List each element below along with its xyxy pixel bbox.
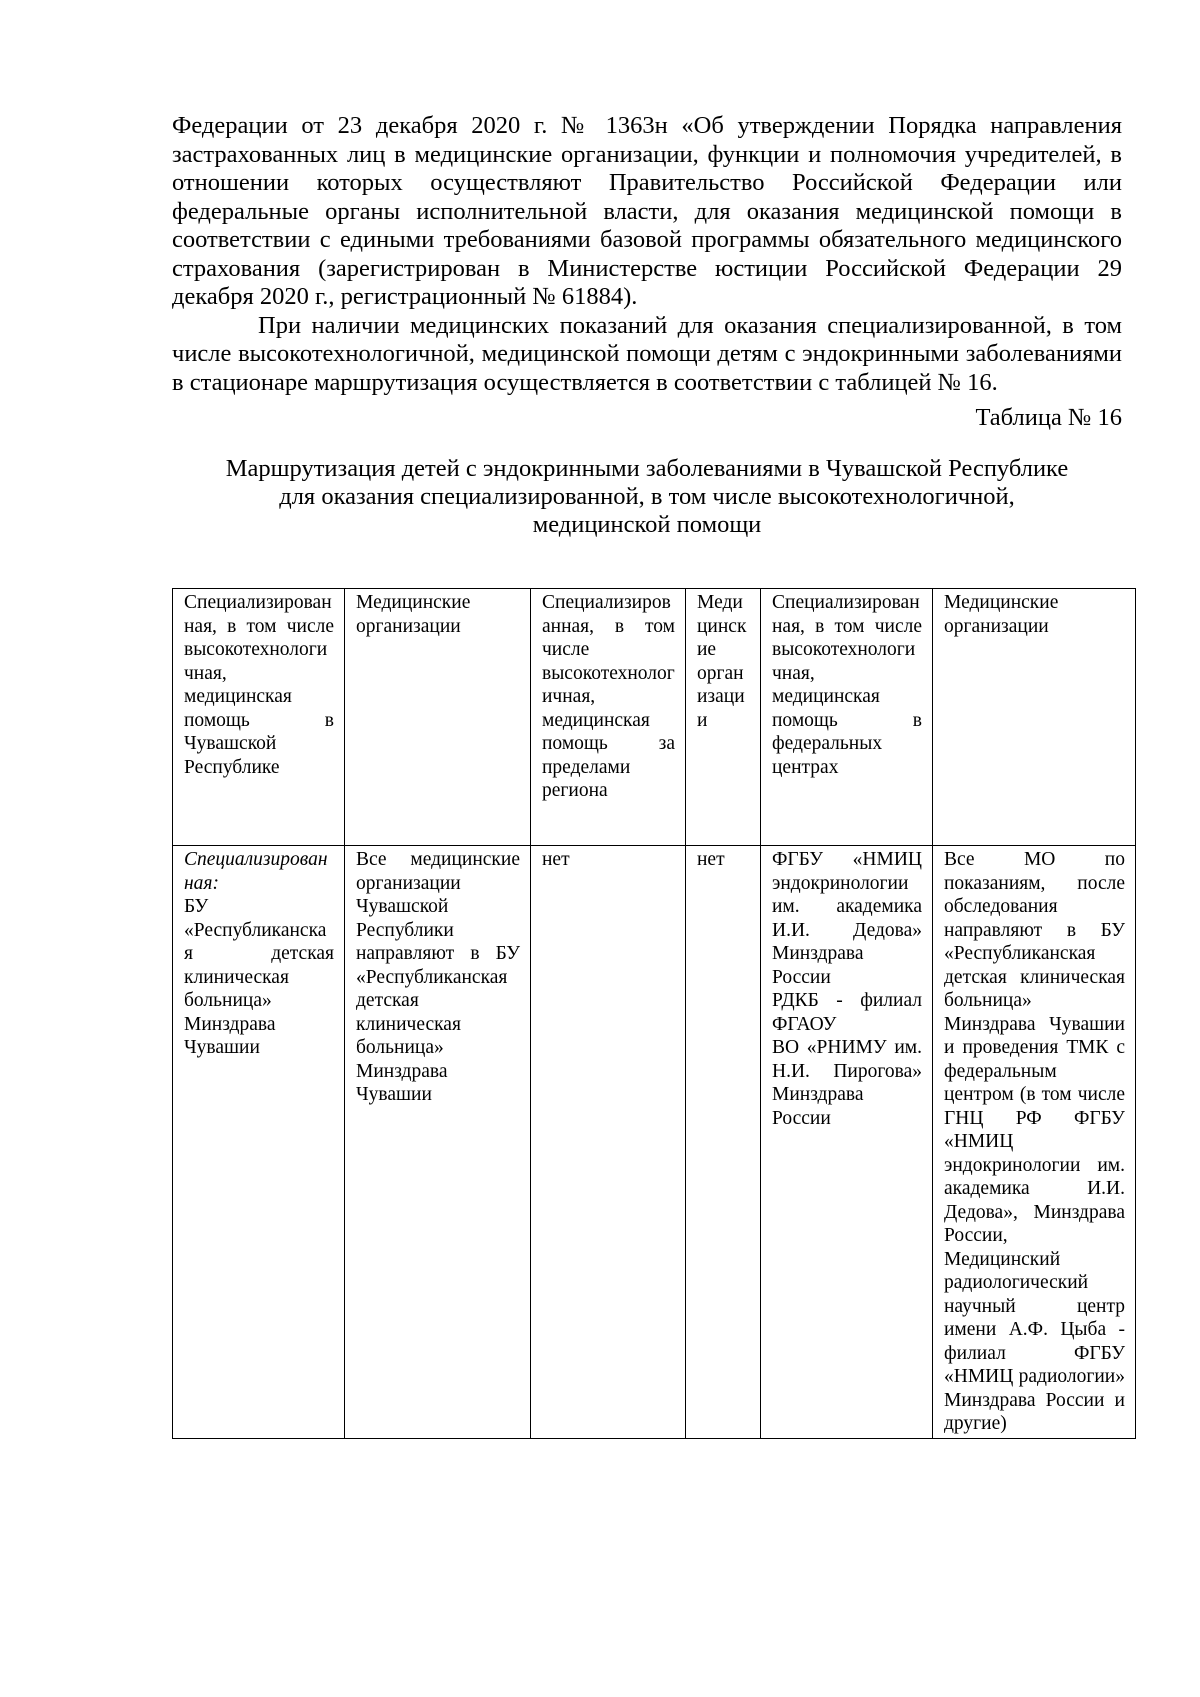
regional-orgs-cell: Все медицинские организации Чувашской Республики направляют в БУ «Республиканская детская клиническая больница» Минздрава Чувашии	[345, 846, 531, 1439]
header-cell: Медицинские организации	[933, 589, 1136, 846]
federal-center-3: ВО «РНИМУ им. Н.И. Пирогова» Минздрава России	[772, 1037, 922, 1129]
header-cell: Специализированная, в том числе высокотехнологичная, медицинская помощь в федеральных центрах	[761, 589, 933, 846]
caption-line-3: медицинской помощи	[532, 511, 762, 538]
header-cell: Медицинские организации	[345, 589, 531, 846]
header-cell: Специализированная, в том числе высокотехнологичная, медицинская помощь в Чувашской Республике	[173, 589, 345, 846]
regional-care-text: БУ «Республиканская детская клиническая больница» Минздрава Чувашии	[184, 896, 334, 1058]
routing-table	[172, 588, 1136, 1439]
table-row	[173, 846, 1136, 1439]
regional-care-cell	[173, 846, 345, 1439]
table-header-row	[173, 589, 1136, 846]
caption-line-1: Маршрутизация детей с эндокринными заболеваниями в Чувашской Республике	[225, 455, 1069, 482]
federal-center-2: РДКБ - филиал ФГАОУ	[772, 990, 922, 1035]
routing-paragraph: При наличии медицинских показаний для оказания специализированной, в том числе высокотехнологичной, медицинской помощи детям с эндокринными заболеваниями в стационаре маршрутизация осуществляется в соответствии с таблицей № 16.	[172, 311, 1122, 396]
caption-line-2: для оказания специализированной, в том числе высокотехнологичной,	[279, 483, 1015, 510]
federal-orgs-cell: Все МО по показаниям, после обследования направляют в БУ «Республиканская детская клиническая больница» Минздрава Чувашии и проведения ТМК с федеральным центром (в том числе ГНЦ РФ ФГБУ «НМИЦ эндокринологии им. академика И.И. Дедова», Минздрава России, Медицинский радиологический научный центр имени А.Ф. Цыба - филиал ФГБУ «НМИЦ радиологии» Минздрава России и другие)	[933, 846, 1136, 1439]
regional-care-label: Специализированная:	[184, 849, 328, 894]
out-of-region-care-cell: нет	[531, 846, 686, 1439]
document-page	[172, 112, 1122, 539]
out-of-region-orgs-cell: нет	[686, 846, 761, 1439]
table-caption	[172, 455, 1122, 539]
header-cell: Специализированная, в том числе высокотехнологичная, медицинская помощь за пределами региона	[531, 589, 686, 846]
federal-center-1: ФГБУ «НМИЦ эндокринологии им. академика И.И. Дедова» Минздрава России	[772, 849, 922, 988]
federal-centers-cell	[761, 846, 933, 1439]
table-number-label: Таблица № 16	[975, 404, 1122, 431]
header-cell: Медицинские организации	[686, 589, 761, 846]
intro-paragraph: Федерации от 23 декабря 2020 г. № 1363н «Об утверждении Порядка направления застрахованных лиц в медицинские организации, функции и полномочия учредителей, в отношении которых осуществляют Правительство Российской Федерации или федеральные органы исполнительной власти, для оказания медицинской помощи в соответствии с едиными требованиями базовой программы обязательного медицинского страхования (зарегистрирован в Министерстве юстиции Российской Федерации 29 декабря 2020 г., регистрационный № 61884).	[172, 112, 1122, 310]
